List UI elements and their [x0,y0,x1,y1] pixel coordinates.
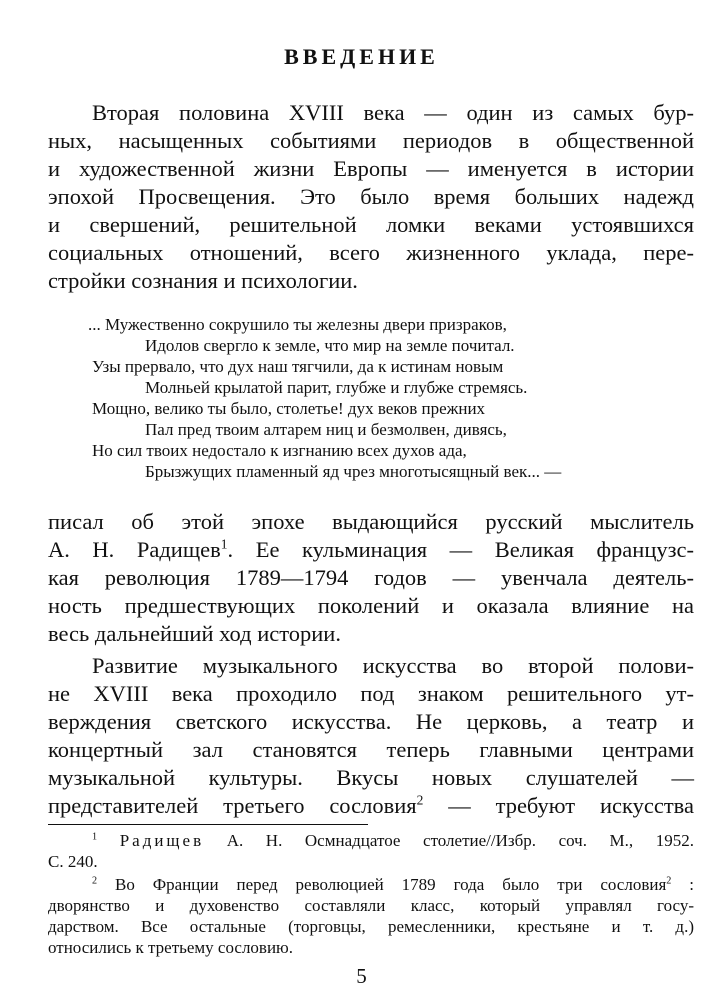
after-verse-line-4: ность предшествующих поколений и оказала влияние на [48,593,694,618]
footnote-1-mark: 1 [92,831,98,843]
verse-line-4: Молньей крылатой парит, глубже и глубже стремясь. [145,378,528,397]
after-verse-line-2 [48,536,694,564]
intro-line-4: эпохой Просвещения. Это было время больших надежд [48,184,694,209]
music-line-1: Развитие музыкального искусства во второй полови- [92,653,694,678]
verse-line-3: Узы прервало, что дух наш тягчили, да к истинам новым [92,357,504,376]
music-line-6-text: представителей третьего сословия [48,793,417,818]
footnote-2-line-3: дарством. Все остальные (торговцы, ремесленники, крестьяне и т. д.) [48,917,694,936]
intro-line-6: социальных отношений, всего жизненного уклада, пере- [48,240,694,265]
author-name: А. Н. Радищев [48,537,221,562]
intro-line-7: стройки сознания и психологии. [48,268,358,293]
footnote-1-text: А. Н. Осмнадцатое столетие//Избр. соч. М., 1952. [204,831,695,850]
footnote-2-line-2: дворянство и духовенство составляли класс, который управлял госу- [48,896,694,915]
music-line-6-rest: — требуют искусства [423,793,694,818]
after-verse-line-5: весь дальнейший ход истории. [48,621,341,646]
footnote-2-text-end: : [671,875,694,894]
footnote-2-line-4: относились к третьему сословию. [48,938,293,957]
verse-line-1: ... Мужественно сокрушило ты железны двери призраков, [88,315,507,334]
after-verse-line-1: писал об этой эпохе выдающийся русский мыслитель [48,509,694,534]
footnote-2-text: Во Франции перед революцией 1789 года было три сословия [97,875,667,894]
footnote-1-line-1 [92,830,694,851]
intro-line-2: ных, насыщенных событиями периодов в общественной [48,128,694,153]
footnote-2-mark: 2 [92,875,98,887]
music-line-4: концертный зал становятся теперь главными центрами [48,737,694,762]
after-verse-line-3: кая революция 1789—1794 годов — увенчала деятель- [48,565,694,590]
verse-line-8: Брызжущих пламенный яд чрез многотысящный век... — [145,462,562,481]
footnote-divider [48,824,368,825]
verse-line-7: Но сил твоих недостало к изгнанию всех духов ада, [92,441,467,460]
footnote-1-author: Радищев [119,831,205,850]
footnote-2-inner-sup: 2 [666,875,672,887]
footnote-ref-2: 2 [416,792,424,808]
intro-line-5: и свершений, решительной ломки веками устоявшихся [48,212,694,237]
page-number: 5 [356,964,367,988]
intro-line-1: Вторая половина XVIII века — один из самых бур- [92,100,694,125]
intro-line-3: и художественной жизни Европы — именуется в истории [48,156,694,181]
verse-line-2: Идолов свергло к земле, что мир на земле почитал. [145,336,515,355]
chapter-title: ВВЕДЕНИЕ [284,44,439,69]
verse-line-5: Мощно, велико ты было, столетье! дух веков прежних [92,399,486,418]
after-verse-line-2-rest: . Ее кульминация — Великая французс- [227,537,694,562]
music-line-2: не XVIII века проходило под знаком решительного ут- [48,681,694,706]
footnote-ref-1: 1 [220,536,228,552]
footnote-2-line-1 [92,874,694,895]
footnote-1-line-2: С. 240. [48,852,98,871]
music-line-5: музыкальной культуры. Вкусы новых слушателей — [48,765,694,790]
music-line-3: верждения светского искусства. Не церковь, а театр и [48,709,694,734]
verse-line-6: Пал пред твоим алтарем ниц и безмолвен, дивясь, [145,420,507,439]
music-line-6 [48,792,694,820]
